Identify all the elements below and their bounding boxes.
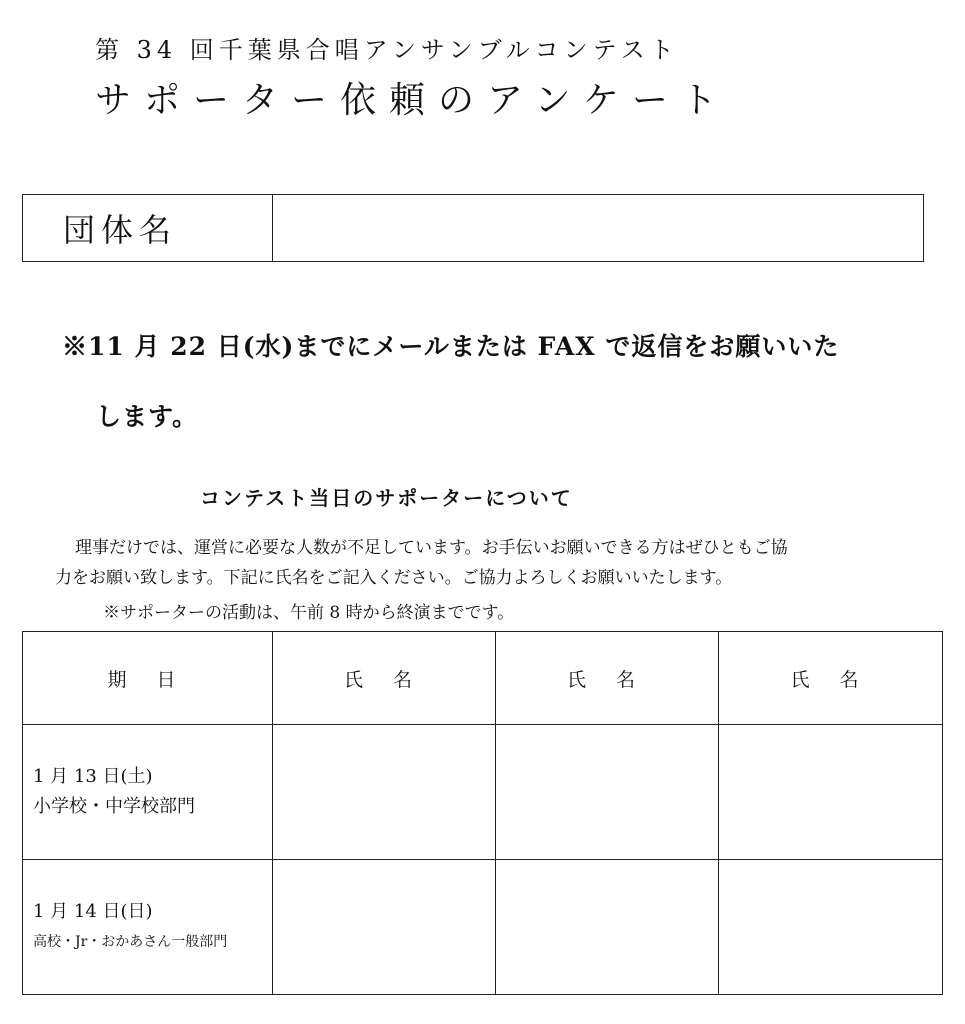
survey-title: サポーター依頼のアンケート bbox=[95, 80, 730, 121]
table-header-row bbox=[23, 632, 943, 725]
header-date: 期 日 bbox=[23, 632, 273, 725]
header-name: 氏 名 bbox=[273, 632, 496, 725]
header-name: 氏 名 bbox=[719, 632, 943, 725]
name-cell[interactable] bbox=[496, 860, 719, 995]
paragraph-line-1: 理事だけでは、運営に必要な人数が不足しています。お手伝いお願いできる方はぜひともご協 bbox=[75, 538, 788, 558]
contest-title: 第 34 回千葉県合唱アンサンブルコンテスト bbox=[95, 36, 679, 64]
deadline-line-2: します。 bbox=[96, 402, 199, 431]
request-paragraph bbox=[55, 533, 935, 593]
group-name-box bbox=[22, 194, 924, 262]
table-row bbox=[23, 725, 943, 860]
header-name: 氏 名 bbox=[496, 632, 719, 725]
group-name-field[interactable] bbox=[273, 195, 923, 261]
section-title: コンテスト当日のサポーターについて bbox=[200, 486, 573, 510]
group-name-label: 団体名 bbox=[23, 195, 273, 261]
name-cell[interactable] bbox=[719, 725, 943, 860]
table-row bbox=[23, 860, 943, 995]
deadline-notice bbox=[62, 312, 942, 452]
row-division: 高校・Jr・おかあさん一般部門 bbox=[33, 934, 228, 950]
date-cell bbox=[23, 725, 273, 860]
name-cell[interactable] bbox=[719, 860, 943, 995]
activity-note: ※サポーターの活動は、午前 8 時から終演までです。 bbox=[103, 603, 515, 623]
supporter-table bbox=[22, 631, 943, 995]
paragraph-line-2: 力をお願い致します。下記に氏名をご記入ください。ご協力よろしくお願いいたします。 bbox=[55, 568, 733, 588]
name-cell[interactable] bbox=[273, 725, 496, 860]
row-date: 1 月 14 日(日) bbox=[33, 901, 153, 922]
name-cell[interactable] bbox=[273, 860, 496, 995]
row-date: 1 月 13 日(土) bbox=[33, 766, 153, 787]
deadline-line-1: ※11 月 22 日(水)までにメールまたは FAX で返信をお願いいた bbox=[62, 332, 840, 361]
name-cell[interactable] bbox=[496, 725, 719, 860]
row-division: 小学校・中学校部門 bbox=[33, 796, 195, 817]
date-cell bbox=[23, 860, 273, 995]
